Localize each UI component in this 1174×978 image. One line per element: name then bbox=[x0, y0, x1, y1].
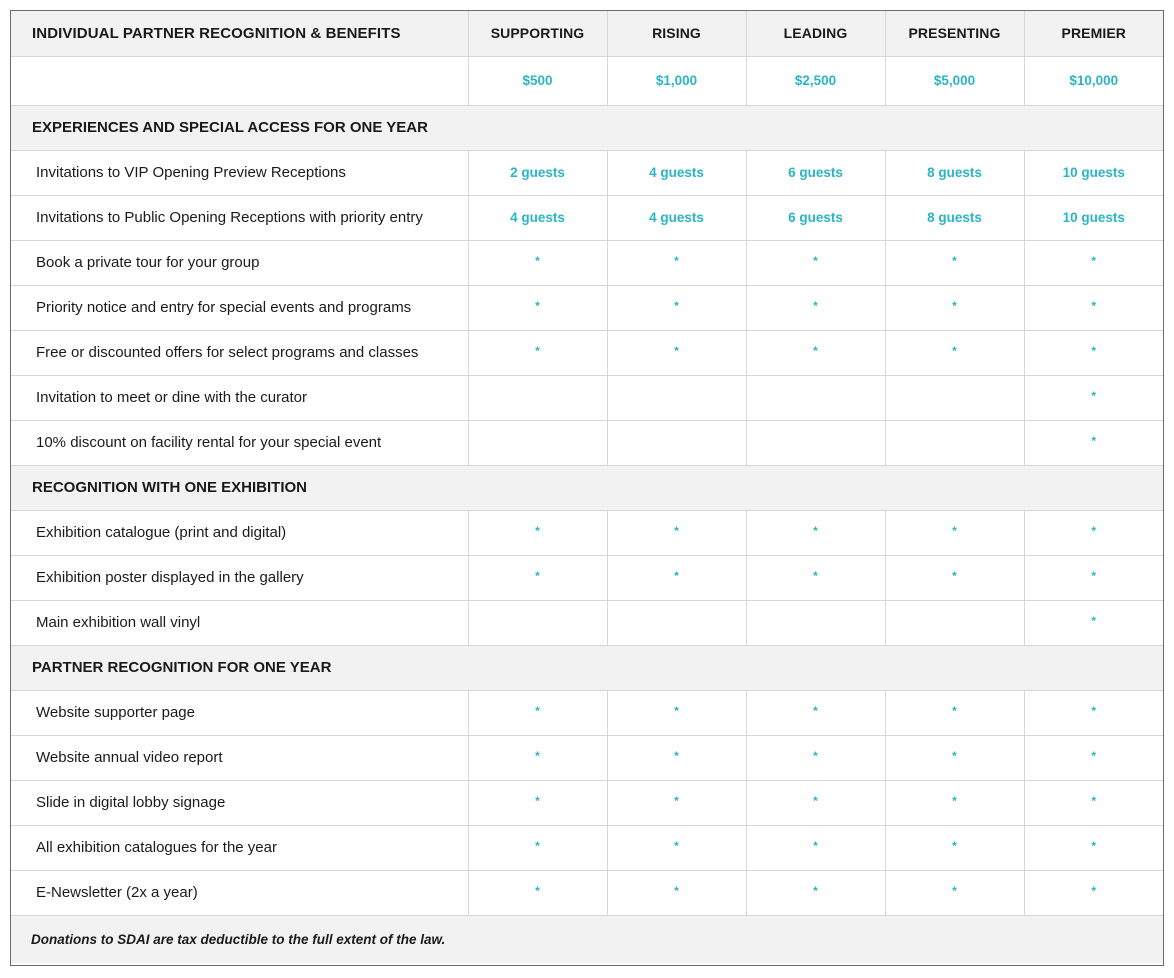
benefit-value-supporting bbox=[468, 420, 607, 465]
tier-name-presenting: PRESENTING bbox=[885, 11, 1024, 56]
benefit-row bbox=[11, 240, 1163, 285]
benefit-value-presenting: * bbox=[885, 330, 1024, 375]
benefit-value-premier: 10 guests bbox=[1024, 195, 1163, 240]
table-title: INDIVIDUAL PARTNER RECOGNITION & BENEFITS bbox=[11, 11, 468, 56]
tier-price-premier: $10,000 bbox=[1024, 56, 1163, 105]
benefit-value-presenting: 8 guests bbox=[885, 150, 1024, 195]
benefits-table bbox=[11, 11, 1163, 963]
benefit-row bbox=[11, 195, 1163, 240]
benefit-value-rising: * bbox=[607, 690, 746, 735]
benefit-label: All exhibition catalogues for the year bbox=[11, 825, 468, 870]
benefit-label: Exhibition poster displayed in the gallery bbox=[11, 555, 468, 600]
section-header-row bbox=[11, 465, 1163, 510]
benefit-value-supporting: * bbox=[468, 285, 607, 330]
price-row-label bbox=[11, 56, 468, 105]
benefit-row bbox=[11, 735, 1163, 780]
benefit-value-presenting: * bbox=[885, 780, 1024, 825]
benefit-value-leading: * bbox=[746, 735, 885, 780]
benefit-label: Free or discounted offers for select programs and classes bbox=[11, 330, 468, 375]
benefit-value-rising: 4 guests bbox=[607, 195, 746, 240]
benefit-label: Exhibition catalogue (print and digital) bbox=[11, 510, 468, 555]
benefit-value-supporting: * bbox=[468, 870, 607, 915]
benefit-label: Priority notice and entry for special events and programs bbox=[11, 285, 468, 330]
tier-name-rising: RISING bbox=[607, 11, 746, 56]
benefit-label: Slide in digital lobby signage bbox=[11, 780, 468, 825]
benefit-value-leading bbox=[746, 600, 885, 645]
tier-price-rising: $1,000 bbox=[607, 56, 746, 105]
tier-price-presenting: $5,000 bbox=[885, 56, 1024, 105]
benefit-value-supporting: 2 guests bbox=[468, 150, 607, 195]
benefit-value-premier: * bbox=[1024, 735, 1163, 780]
benefit-label: Main exhibition wall vinyl bbox=[11, 600, 468, 645]
benefit-value-rising: * bbox=[607, 330, 746, 375]
benefit-label: Website annual video report bbox=[11, 735, 468, 780]
benefit-row bbox=[11, 150, 1163, 195]
benefit-value-leading: * bbox=[746, 330, 885, 375]
benefit-value-premier: * bbox=[1024, 420, 1163, 465]
benefit-value-rising: * bbox=[607, 780, 746, 825]
benefit-label: 10% discount on facility rental for your special event bbox=[11, 420, 468, 465]
benefit-value-presenting: * bbox=[885, 240, 1024, 285]
benefit-value-rising: * bbox=[607, 825, 746, 870]
benefit-value-rising: * bbox=[607, 735, 746, 780]
benefit-value-rising: * bbox=[607, 510, 746, 555]
benefits-table-frame bbox=[10, 10, 1164, 966]
benefit-value-supporting bbox=[468, 600, 607, 645]
footer-row bbox=[11, 915, 1163, 963]
benefit-value-leading: * bbox=[746, 780, 885, 825]
benefit-value-rising bbox=[607, 600, 746, 645]
price-row bbox=[11, 56, 1163, 105]
benefit-value-presenting: * bbox=[885, 510, 1024, 555]
benefit-value-leading: 6 guests bbox=[746, 195, 885, 240]
benefit-value-leading: * bbox=[746, 825, 885, 870]
benefit-value-premier: * bbox=[1024, 870, 1163, 915]
benefit-value-supporting: * bbox=[468, 780, 607, 825]
section-title: PARTNER RECOGNITION FOR ONE YEAR bbox=[11, 645, 1163, 690]
tier-price-supporting: $500 bbox=[468, 56, 607, 105]
benefit-value-presenting bbox=[885, 375, 1024, 420]
benefit-value-leading: * bbox=[746, 690, 885, 735]
benefit-value-premier: * bbox=[1024, 240, 1163, 285]
benefit-value-supporting: * bbox=[468, 510, 607, 555]
benefit-value-presenting bbox=[885, 600, 1024, 645]
benefit-value-rising: * bbox=[607, 870, 746, 915]
benefit-value-premier: * bbox=[1024, 375, 1163, 420]
benefit-value-premier: * bbox=[1024, 780, 1163, 825]
benefit-row bbox=[11, 825, 1163, 870]
benefit-value-leading: * bbox=[746, 285, 885, 330]
benefit-value-leading: * bbox=[746, 510, 885, 555]
benefit-value-leading: * bbox=[746, 555, 885, 600]
section-title: RECOGNITION WITH ONE EXHIBITION bbox=[11, 465, 1163, 510]
section-header-row bbox=[11, 645, 1163, 690]
benefit-value-premier: 10 guests bbox=[1024, 150, 1163, 195]
benefit-label: Website supporter page bbox=[11, 690, 468, 735]
benefit-value-supporting: * bbox=[468, 330, 607, 375]
benefit-value-premier: * bbox=[1024, 555, 1163, 600]
benefit-value-leading: 6 guests bbox=[746, 150, 885, 195]
benefit-value-supporting: * bbox=[468, 690, 607, 735]
benefit-value-leading: * bbox=[746, 870, 885, 915]
benefit-value-presenting: * bbox=[885, 285, 1024, 330]
benefit-value-supporting: * bbox=[468, 735, 607, 780]
benefit-label: Invitation to meet or dine with the curator bbox=[11, 375, 468, 420]
benefit-value-presenting: * bbox=[885, 735, 1024, 780]
benefit-row bbox=[11, 330, 1163, 375]
benefit-row bbox=[11, 780, 1163, 825]
tier-price-leading: $2,500 bbox=[746, 56, 885, 105]
benefit-value-leading bbox=[746, 375, 885, 420]
section-title: EXPERIENCES AND SPECIAL ACCESS FOR ONE YEAR bbox=[11, 105, 1163, 150]
benefit-value-supporting: * bbox=[468, 555, 607, 600]
benefit-value-presenting: * bbox=[885, 825, 1024, 870]
benefit-value-premier: * bbox=[1024, 285, 1163, 330]
benefit-value-rising: * bbox=[607, 240, 746, 285]
tier-name-premier: PREMIER bbox=[1024, 11, 1163, 56]
benefit-value-supporting: * bbox=[468, 825, 607, 870]
benefit-label: Invitations to VIP Opening Preview Receptions bbox=[11, 150, 468, 195]
tax-deductible-note: Donations to SDAI are tax deductible to the full extent of the law. bbox=[11, 915, 1163, 963]
benefit-row bbox=[11, 420, 1163, 465]
tier-header-row bbox=[11, 11, 1163, 56]
benefit-value-premier: * bbox=[1024, 690, 1163, 735]
benefit-label: Invitations to Public Opening Receptions with priority entry bbox=[11, 195, 468, 240]
benefit-label: E-Newsletter (2x a year) bbox=[11, 870, 468, 915]
benefit-value-supporting: 4 guests bbox=[468, 195, 607, 240]
benefit-value-presenting: 8 guests bbox=[885, 195, 1024, 240]
benefit-value-rising bbox=[607, 375, 746, 420]
benefit-value-supporting: * bbox=[468, 240, 607, 285]
benefit-label: Book a private tour for your group bbox=[11, 240, 468, 285]
benefit-row bbox=[11, 690, 1163, 735]
tier-name-leading: LEADING bbox=[746, 11, 885, 56]
benefit-row bbox=[11, 510, 1163, 555]
benefit-value-premier: * bbox=[1024, 510, 1163, 555]
benefit-row bbox=[11, 555, 1163, 600]
tier-name-supporting: SUPPORTING bbox=[468, 11, 607, 56]
benefit-value-premier: * bbox=[1024, 825, 1163, 870]
benefit-value-rising bbox=[607, 420, 746, 465]
benefit-value-rising: * bbox=[607, 555, 746, 600]
benefit-row bbox=[11, 870, 1163, 915]
benefit-value-presenting: * bbox=[885, 690, 1024, 735]
benefit-value-leading bbox=[746, 420, 885, 465]
benefit-value-rising: * bbox=[607, 285, 746, 330]
benefit-value-rising: 4 guests bbox=[607, 150, 746, 195]
benefit-row bbox=[11, 375, 1163, 420]
section-header-row bbox=[11, 105, 1163, 150]
benefit-value-supporting bbox=[468, 375, 607, 420]
benefit-row bbox=[11, 285, 1163, 330]
benefit-value-premier: * bbox=[1024, 330, 1163, 375]
benefit-value-presenting: * bbox=[885, 870, 1024, 915]
benefit-value-presenting: * bbox=[885, 555, 1024, 600]
benefit-value-premier: * bbox=[1024, 600, 1163, 645]
benefit-row bbox=[11, 600, 1163, 645]
benefit-value-presenting bbox=[885, 420, 1024, 465]
benefit-value-leading: * bbox=[746, 240, 885, 285]
